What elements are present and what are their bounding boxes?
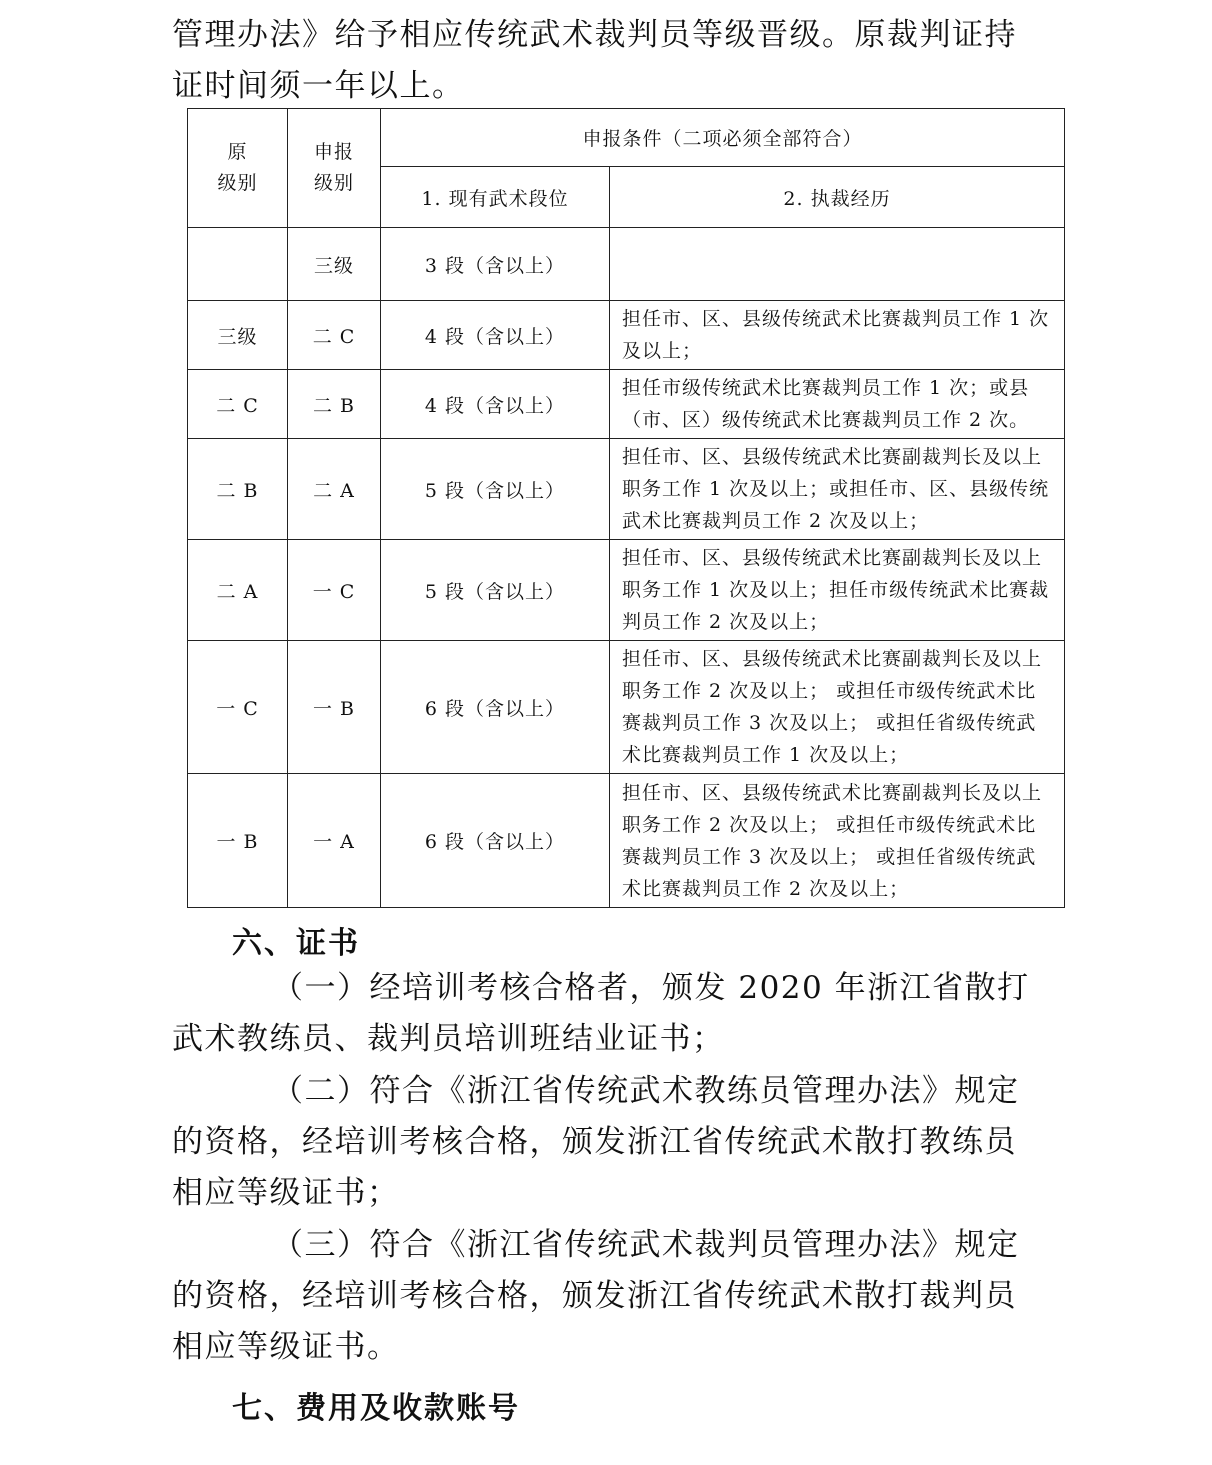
cell-dan-rank: 6 段（含以上） — [381, 641, 610, 774]
cell-experience: 担任市、区、县级传统武术比赛副裁判长及以上职务工作 2 次及以上； 或担任市级传统武术比赛裁判员工作 3 次及以上； 或担任省级传统武术比赛裁判员工作 2 次及以上； — [610, 774, 1065, 908]
certificate-item-3: （三）符合《浙江省传统武术裁判员管理办法》规定的资格，经培训考核合格，颁发浙江省传统武术散打裁判员相应等级证书。 — [172, 1227, 1020, 1365]
table-row — [188, 540, 1065, 641]
cell-apply-level: 二 C — [288, 301, 381, 370]
cell-original-level: 三级 — [188, 301, 288, 370]
cell-dan-rank: 4 段（含以上） — [381, 370, 610, 439]
cell-apply-level: 三级 — [288, 228, 381, 301]
cell-original-level: 二 A — [188, 540, 288, 641]
section-6-heading: 六、证书 — [232, 926, 360, 961]
cell-apply-level: 二 B — [288, 370, 381, 439]
table-row — [188, 774, 1065, 908]
cell-dan-rank: 6 段（含以上） — [381, 774, 610, 908]
header-apply-level-label: 申报 级别 — [313, 141, 354, 194]
cell-apply-level: 一 B — [288, 641, 381, 774]
table-row — [188, 641, 1065, 774]
referee-grade-table — [187, 108, 1065, 908]
intro-paragraph: 管理办法》给予相应传统武术裁判员等级晋级。原裁判证持证时间须一年以上。 — [172, 17, 1017, 104]
cell-experience: 担任市、区、县级传统武术比赛副裁判长及以上职务工作 1 次及以上；或担任市、区、县级传统武术比赛裁判员工作 2 次及以上； — [610, 439, 1065, 540]
cell-experience — [610, 228, 1065, 301]
cell-original-level: 一 C — [188, 641, 288, 774]
cell-original-level — [188, 228, 288, 301]
certificate-item-2: （二）符合《浙江省传统武术教练员管理办法》规定的资格，经培训考核合格，颁发浙江省传统武术散打教练员相应等级证书； — [172, 1073, 1020, 1211]
cell-experience: 担任市级传统武术比赛裁判员工作 1 次；或县（市、区）级传统武术比赛裁判员工作 2 次。 — [610, 370, 1065, 439]
cell-experience: 担任市、区、县级传统武术比赛副裁判长及以上职务工作 2 次及以上； 或担任市级传统武术比赛裁判员工作 3 次及以上； 或担任省级传统武术比赛裁判员工作 1 次及以上； — [610, 641, 1065, 774]
cell-apply-level: 一 A — [288, 774, 381, 908]
table-row — [188, 228, 1065, 301]
cell-apply-level: 一 C — [288, 540, 381, 641]
header-dan-rank: 1. 现有武术段位 — [381, 167, 610, 228]
table-header-row — [188, 109, 1065, 167]
section-7-heading: 七、费用及收款账号 — [232, 1391, 520, 1426]
cell-dan-rank: 5 段（含以上） — [381, 540, 610, 641]
header-apply-level — [288, 109, 381, 228]
cell-experience: 担任市、区、县级传统武术比赛裁判员工作 1 次及以上； — [610, 301, 1065, 370]
header-experience: 2. 执裁经历 — [610, 167, 1065, 228]
cell-original-level: 二 B — [188, 439, 288, 540]
cell-dan-rank: 4 段（含以上） — [381, 301, 610, 370]
table-row — [188, 301, 1065, 370]
cell-original-level: 一 B — [188, 774, 288, 908]
cell-dan-rank: 5 段（含以上） — [381, 439, 610, 540]
header-conditions: 申报条件（二项必须全部符合） — [381, 109, 1065, 167]
cell-original-level: 二 C — [188, 370, 288, 439]
cell-apply-level: 二 A — [288, 439, 381, 540]
header-original-level-label: 原 级别 — [217, 141, 258, 194]
cell-experience: 担任市、区、县级传统武术比赛副裁判长及以上职务工作 1 次及以上；担任市级传统武术比赛裁判员工作 2 次及以上； — [610, 540, 1065, 641]
certificate-item-1: （一）经培训考核合格者，颁发 2020 年浙江省散打武术教练员、裁判员培训班结业证书； — [172, 970, 1030, 1057]
table-row — [188, 370, 1065, 439]
table-row — [188, 439, 1065, 540]
cell-dan-rank: 3 段（含以上） — [381, 228, 610, 301]
header-original-level — [188, 109, 288, 228]
